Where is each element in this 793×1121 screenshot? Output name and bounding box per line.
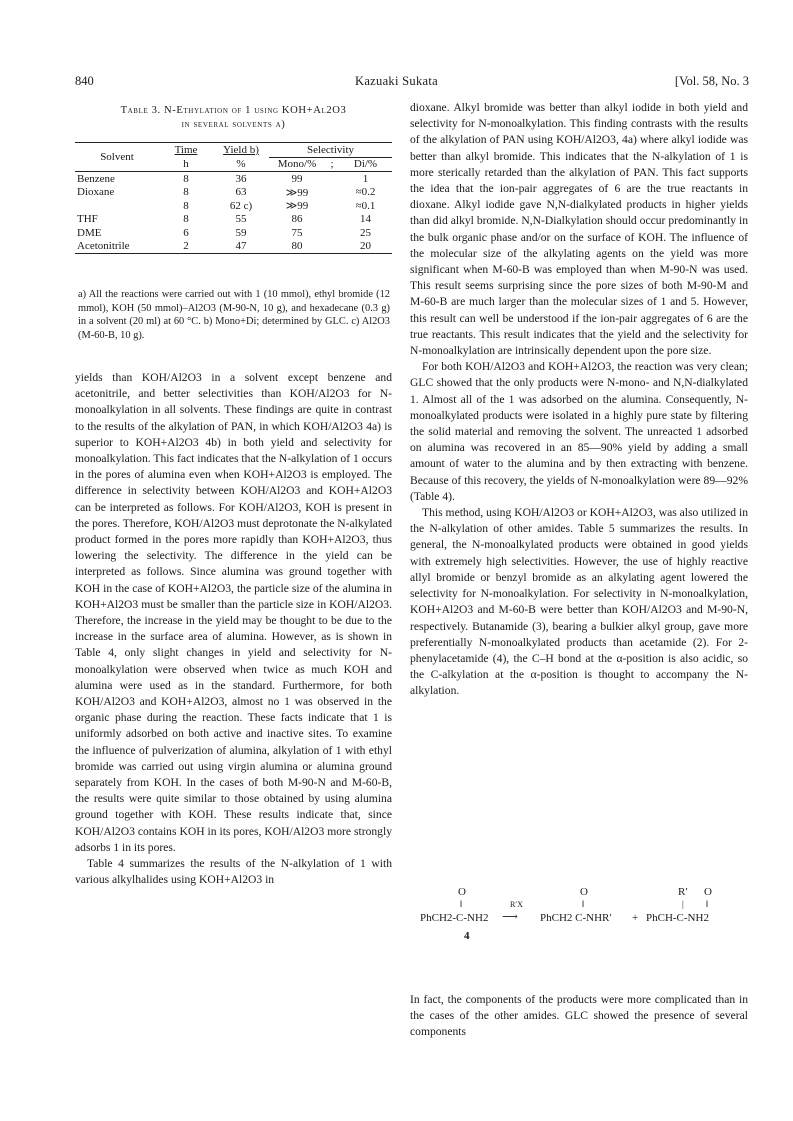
cell-yield: 36 xyxy=(235,172,247,185)
cell-di: 14 xyxy=(360,213,371,226)
table-row xyxy=(75,213,392,227)
table-caption xyxy=(75,104,392,132)
header-sep: ; xyxy=(330,158,334,171)
scheme-reactant: PhCH2-C-NH2 xyxy=(420,912,489,924)
paragraph: For both KOH/Al2O3 and KOH+Al2O3, the reaction was very clean; GLC showed that the only products were N-mono- and N,N-dialkylated 1. Almost all of the 1 was adsorbed on the alumina. Consequently, N-monoalkylated products were isolated in a highly pure state by filtering the solid material and removing the solvent. The unreacted 1 adsorbed on alumina was recovered in an 85—90% yield by adding a small amount of water to the alumina and by then extracting with benzene. Because of this recovery, the yields of N-monoalkylation were 89—92% (Table 4). xyxy=(410,360,748,503)
paragraph: This method, using KOH/Al2O3 or KOH+Al2O3, was also utilized in the N-alkylation of other amides. Table 5 summarizes the results. In general, the N-monoalkylated products were obtained in good yields with extremely high selectivities. However, the use of highly reactive allyl bromide or benzyl bromide as an alkylating agent lowered the selectivity for N-monoalkylation. For selectivity in N-monoalkylation, KOH+Al2O3 and M-60-B were better than KOH/Al2O3 and M-90-N, respectively. Butanamide (3), bearing a bulkier alkyl group, gave more preferentially N-monoalkylated products than acetamide (2). For 2-phenylacetamide (4), the C–H bond at the α-position is also acidic, so the C-alkylation at the α-position is thought to accompany the N-alkylation. xyxy=(410,506,748,698)
scheme-oxygen-2: O xyxy=(580,886,588,898)
cell-mono: ≫99 xyxy=(285,200,309,213)
header-yield-unit: % xyxy=(236,158,246,170)
reaction-arrow-icon: ⟶ xyxy=(502,911,518,923)
table-row xyxy=(75,186,392,200)
cell-solvent: THF xyxy=(77,213,98,226)
scheme-r-prime: R′ xyxy=(678,886,688,898)
table-row xyxy=(75,226,392,240)
cell-solvent: Benzene xyxy=(77,172,115,185)
cell-di: ≈0.1 xyxy=(355,199,376,212)
cell-time: 2 xyxy=(183,240,189,253)
header-di: Di/% xyxy=(353,158,378,171)
cell-mono: 75 xyxy=(291,226,303,239)
table-caption-line1: Table 3. N-Ethylation of 1 using KOH+Al2O3 xyxy=(120,105,347,116)
cell-time: 8 xyxy=(183,213,189,226)
cell-solvent: DME xyxy=(77,226,102,239)
journal-reference: [Vol. 58, No. 3 xyxy=(674,74,749,88)
double-bond-3: ‖ xyxy=(706,899,709,909)
page-number: 840 xyxy=(75,74,94,88)
double-bond-2: ‖ xyxy=(582,899,585,909)
cell-yield: 47 xyxy=(235,240,247,253)
left-column xyxy=(75,370,392,889)
table-row xyxy=(75,172,392,186)
scheme-oxygen-1: O xyxy=(458,886,466,898)
single-bond: | xyxy=(682,899,684,909)
header-time: Time xyxy=(174,144,198,156)
table-row xyxy=(75,240,392,254)
double-bond-1: ‖ xyxy=(460,899,463,909)
cell-mono: ≫99 xyxy=(285,186,309,199)
reaction-scheme xyxy=(410,886,748,956)
header-yield: Yield b) xyxy=(223,144,259,156)
cell-di: 25 xyxy=(360,226,371,239)
table-caption-line2: in several solvents a) xyxy=(181,119,286,130)
cell-time: 8 xyxy=(183,172,189,185)
cell-time: 8 xyxy=(183,199,189,212)
cell-yield: 59 xyxy=(235,226,247,239)
header-solvent: Solvent xyxy=(100,151,134,163)
right-column-continued xyxy=(410,992,748,1041)
header-selectivity: Selectivity xyxy=(269,143,392,157)
cell-solvent xyxy=(75,199,159,213)
cell-di: 1 xyxy=(362,172,369,185)
cell-di: ≈0.2 xyxy=(355,186,376,199)
table-footnote: a) All the reactions were carried out with 1 (10 mmol), ethyl bromide (12 mmol), KOH (50 mmol)–Al2O3 (M-90-N, 10 g), and hexadecane (0.3 g) in a solvent (20 ml) at 60 °C. b) Mono+Di; determined by GLC. c) Al2O3 (M-60-B, 10 g). xyxy=(78,289,390,341)
cell-mono: 80 xyxy=(291,240,303,253)
header-mono: Mono/% xyxy=(277,158,317,171)
table-3 xyxy=(75,142,392,254)
cell-mono: 99 xyxy=(291,172,303,185)
header-time-unit: h xyxy=(183,158,189,170)
table-row xyxy=(75,199,392,213)
scheme-plus: + xyxy=(632,912,639,924)
scheme-product-1: PhCH2 C-NHR′ xyxy=(540,912,612,924)
paragraph: In fact, the components of the products were more complicated than in the cases of the other amides. GLC showed the presence of several components xyxy=(410,993,748,1039)
cell-yield: 63 xyxy=(235,186,247,199)
cell-solvent: Dioxane xyxy=(77,186,115,199)
cell-time: 8 xyxy=(183,186,189,199)
paragraph: Table 4 summarizes the results of the N-alkylation of 1 with various alkylhalides using KOH+Al2O3 in xyxy=(75,857,392,887)
scheme-compound-label: 4 xyxy=(464,930,470,942)
cell-solvent: Acetonitrile xyxy=(77,240,130,253)
scheme-reagent: R′X xyxy=(510,900,523,909)
scheme-product-2: PhCH-C-NH2 xyxy=(646,912,709,924)
right-column xyxy=(410,100,748,700)
running-author: Kazuaki Sukata xyxy=(355,74,438,88)
paragraph: yields than KOH/Al2O3 in a solvent except benzene and acetonitrile, and better selectivities than KOH/Al2O3 for N-monoalkylation in all solvents. These findings are quite in contrast to the results of the alkylation of PAN, in which KOH/Al2O3 4a) is superior to KOH+Al2O3 4b) in both yield and selectivity for monoalkylation. This fact indicates that the N-alkylation of 1 occurs in the pores of alumina even when KOH+Al2O3 is employed. The difference in selectivity between KOH/Al2O3 and KOH+Al2O3 can be interpreted as follows. For KOH/Al2O3, KOH is present in the pores. Therefore, KOH/Al2O3 must deprotonate the N-alkylated product formed in the pores more rapidly than KOH+Al2O3, thus lowering the selectivity. The difference in the yield can be interpreted as follows. Since alumina was ground together with KOH in the case of KOH+Al2O3, the particle size of the alumina in KOH+Al2O3 must be smaller than the particle size in KOH/Al2O3. Therefore, the increase in the yield may be thought to be due to the increase in the surface area of alumina. However, as is shown in Table 4, only slight changes in yield and selectivity for N-monoalkylation were observed when twice as much KOH and alumina were used as in the standard. Furthermore, for both KOH/Al2O3 and KOH+Al2O3, almost no 1 was observed in the organic phase during the reaction. These facts indicate that 1 is uniformly adsorbed on both active and inactive sites. To examine the influence of pulverization of alumina, alkylation of 1 with ethyl bromide was carried out using virgin alumina or alumina ground separately from KOH. In the cases of both M-90-N and M-60-B, the results were quite similar to those obtained by using alumina ground together with KOH. These results indicate that, since KOH/Al2O3 contains KOH in its pores, KOH/Al2O3 more strongly adsorbs 1 in its pores. xyxy=(75,371,392,854)
paragraph: dioxane. Alkyl bromide was better than alkyl iodide in both yield and selectivity for N-monoalkylation. This finding contrasts with the results of the alkylation of PAN using KOH/Al2O3, 4a) where alkyl iodide was better than alkyl bromide. This indicates that the N-alkylation of 1 is more sterically retarded than the alkylation of PAN. This fact supports the idea that the ion-pair aggregates of 6 are the true reactants in dioxane. Alkyl iodide gave N,N-dialkylated products in higher yields than did alkyl bromide. N,N-Dialkylation should occur predominantly in the bulk organic phase and/or on the surface of KOH. The influence of the molecular size of the alkylating agents on the yield was more significant when M-60-B was employed than when M-90-N was used. This result seems surprising since the pore sizes of both M-90-M and M-60-B are much larger than the molecular sizes of 1 and 5. However, this result can well be understood if the ion-pair aggregates of 6 are the true reactants. This result indicates that the yield and the selectivity for N-monoalkylation are intrinsically dependent upon the pore size. xyxy=(410,101,748,358)
cell-yield: 55 xyxy=(235,213,247,226)
cell-time: 6 xyxy=(183,226,189,239)
cell-mono: 86 xyxy=(291,213,303,226)
scheme-oxygen-3: O xyxy=(704,886,712,898)
cell-yield: 62 c) xyxy=(229,199,253,212)
cell-di: 20 xyxy=(360,240,371,253)
